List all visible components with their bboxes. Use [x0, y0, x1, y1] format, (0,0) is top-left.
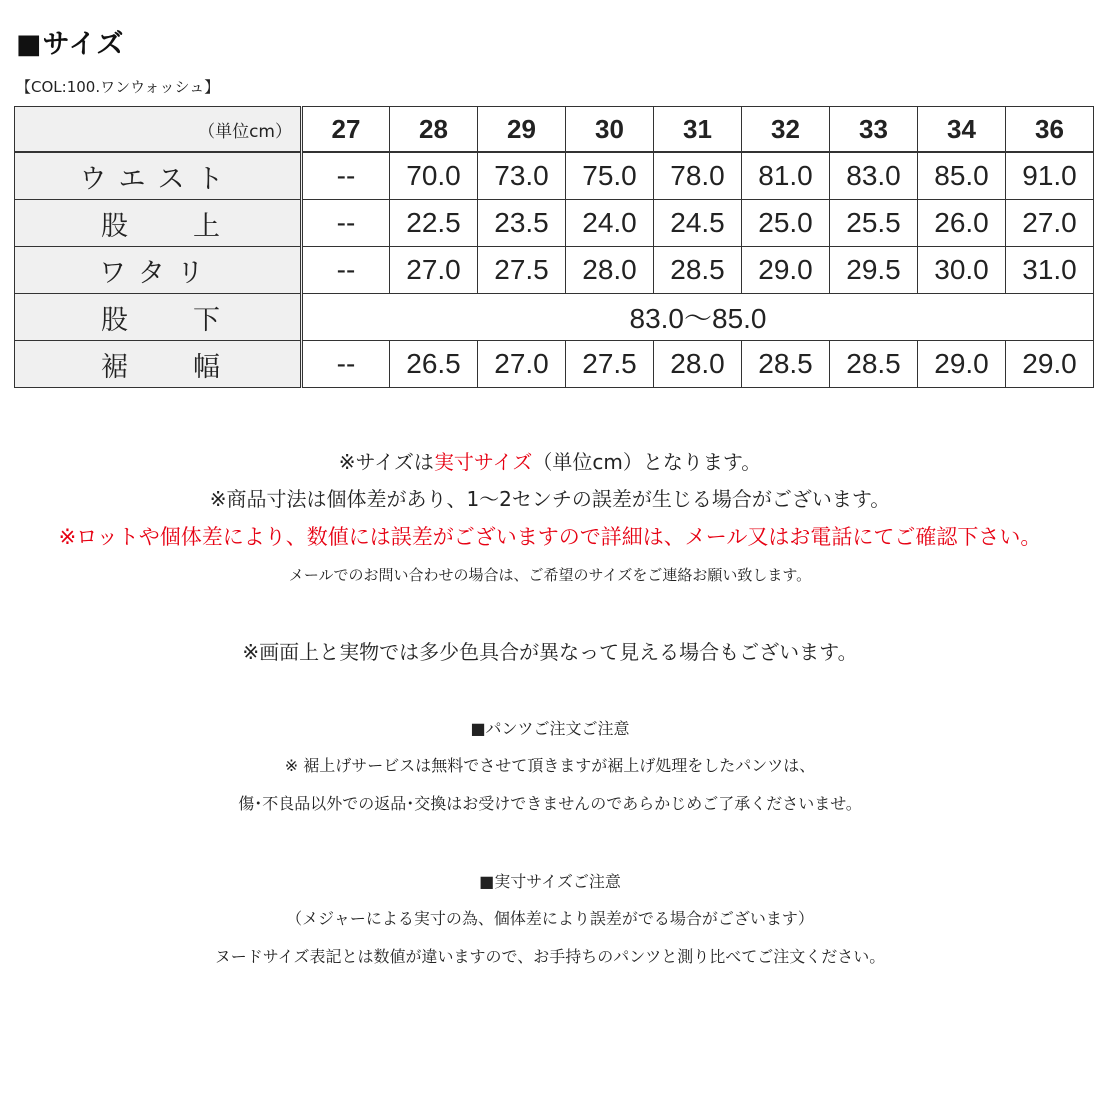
- tolerance-note: ※商品寸法は個体差があり、1～2センチの誤差が生じる場合がございます。: [209, 487, 891, 511]
- value-cell: 30.0: [918, 247, 1006, 294]
- measurement-label-wrap: [15, 204, 300, 243]
- value-cell: 75.0: [566, 152, 654, 200]
- value-cell: 73.0: [478, 152, 566, 200]
- value-cell: 28.5: [742, 341, 830, 388]
- measurement-label: [15, 294, 302, 341]
- value-cell: 91.0: [1006, 152, 1094, 200]
- size-header-29: 29: [478, 107, 566, 153]
- value-cell: --: [302, 200, 390, 247]
- value-cell: --: [302, 341, 390, 388]
- measurement-label: [15, 200, 302, 247]
- measurement-row: [15, 200, 1094, 247]
- size-header-33: 33: [830, 107, 918, 153]
- measurement-label-text: ウエスト: [79, 163, 236, 195]
- pants-note-line2: 傷･不良品以外での返品･交換はお受けできませんのであらかじめご了承くださいませ。: [238, 794, 862, 813]
- unit-label: （単位cm）: [15, 107, 302, 153]
- value-cell: 28.5: [654, 247, 742, 294]
- measure-heading: ■実寸サイズご注意: [479, 872, 621, 891]
- measurement-row: [15, 294, 1094, 341]
- warning-note: ※ロットや個体差により、数値には誤差がございますので詳細は、メール又はお電話にてご確認下さい。: [58, 525, 1042, 549]
- measurement-row: [15, 152, 1094, 200]
- size-note-suffix: （単位cm）となります。: [532, 450, 762, 474]
- value-cell: 31.0: [1006, 247, 1094, 294]
- size-table: [14, 106, 1094, 388]
- value-cell: --: [302, 152, 390, 200]
- measure-note-line1: （メジャーによる実寸の為、個体差により誤差がでる場合がございます）: [286, 909, 814, 928]
- size-note-highlight: 実寸サイズ: [433, 450, 533, 474]
- pants-note-line1: ※ 裾上げサービスは無料でさせて頂きますが裾上げ処理をしたパンツは、: [284, 756, 816, 775]
- measurement-label-part: 幅: [193, 351, 220, 383]
- value-cell: 25.5: [830, 200, 918, 247]
- measurement-label-part: 上: [193, 210, 220, 242]
- pants-heading: ■パンツご注文ご注意: [470, 719, 630, 738]
- value-cell: 28.0: [654, 341, 742, 388]
- measurement-label-wrap: [15, 345, 300, 384]
- value-cell: 23.5: [478, 200, 566, 247]
- size-header-row: [15, 107, 1094, 153]
- measurement-row: [15, 247, 1094, 294]
- size-table-body: [15, 107, 1094, 388]
- measurement-label: [15, 152, 302, 200]
- value-cell: 24.5: [654, 200, 742, 247]
- measurement-label-text: ワタリ: [99, 257, 216, 289]
- value-cell: 28.5: [830, 341, 918, 388]
- measurement-label: [15, 247, 302, 294]
- merged-value-cell: 83.0～85.0: [302, 294, 1094, 341]
- page-title: ■サイズ: [16, 29, 125, 60]
- value-cell: 27.0: [478, 341, 566, 388]
- measurement-label: [15, 341, 302, 388]
- size-header-27: 27: [302, 107, 390, 153]
- value-cell: 26.5: [390, 341, 478, 388]
- measure-note-line2: ヌードサイズ表記とは数値が違いますので、お手持ちのパンツと測り比べてご注文ください。: [214, 947, 886, 966]
- value-cell: 24.0: [566, 200, 654, 247]
- value-cell: 27.5: [478, 247, 566, 294]
- value-cell: 28.0: [566, 247, 654, 294]
- value-cell: 27.5: [566, 341, 654, 388]
- measurement-label-part: 股: [101, 304, 128, 336]
- value-cell: 83.0: [830, 152, 918, 200]
- value-cell: 27.0: [1006, 200, 1094, 247]
- measurement-label-part: 下: [193, 304, 220, 336]
- value-cell: 81.0: [742, 152, 830, 200]
- measurement-label-part: 裾: [101, 351, 128, 383]
- measurement-row: [15, 341, 1094, 388]
- measurement-label-part: 股: [101, 210, 128, 242]
- inquiry-note: メールでのお問い合わせの場合は、ご希望のサイズをご連絡お願い致します。: [288, 566, 812, 584]
- size-header-31: 31: [654, 107, 742, 153]
- size-note: [0, 446, 1100, 475]
- size-header-30: 30: [566, 107, 654, 153]
- value-cell: 29.0: [918, 341, 1006, 388]
- value-cell: 27.0: [390, 247, 478, 294]
- color-note: 【COL:100.ワンウォッシュ】: [16, 78, 220, 96]
- value-cell: 78.0: [654, 152, 742, 200]
- value-cell: 29.5: [830, 247, 918, 294]
- value-cell: 85.0: [918, 152, 1006, 200]
- measurement-label-wrap: [15, 298, 300, 337]
- value-cell: 29.0: [742, 247, 830, 294]
- size-note-prefix: ※サイズは: [338, 450, 434, 474]
- value-cell: 29.0: [1006, 341, 1094, 388]
- size-header-32: 32: [742, 107, 830, 153]
- size-header-28: 28: [390, 107, 478, 153]
- size-header-36: 36: [1006, 107, 1094, 153]
- value-cell: 70.0: [390, 152, 478, 200]
- color-diff-note: ※画面上と実物では多少色具合が異なって見える場合もございます。: [242, 640, 858, 664]
- value-cell: 26.0: [918, 200, 1006, 247]
- size-header-34: 34: [918, 107, 1006, 153]
- value-cell: --: [302, 247, 390, 294]
- value-cell: 25.0: [742, 200, 830, 247]
- value-cell: 22.5: [390, 200, 478, 247]
